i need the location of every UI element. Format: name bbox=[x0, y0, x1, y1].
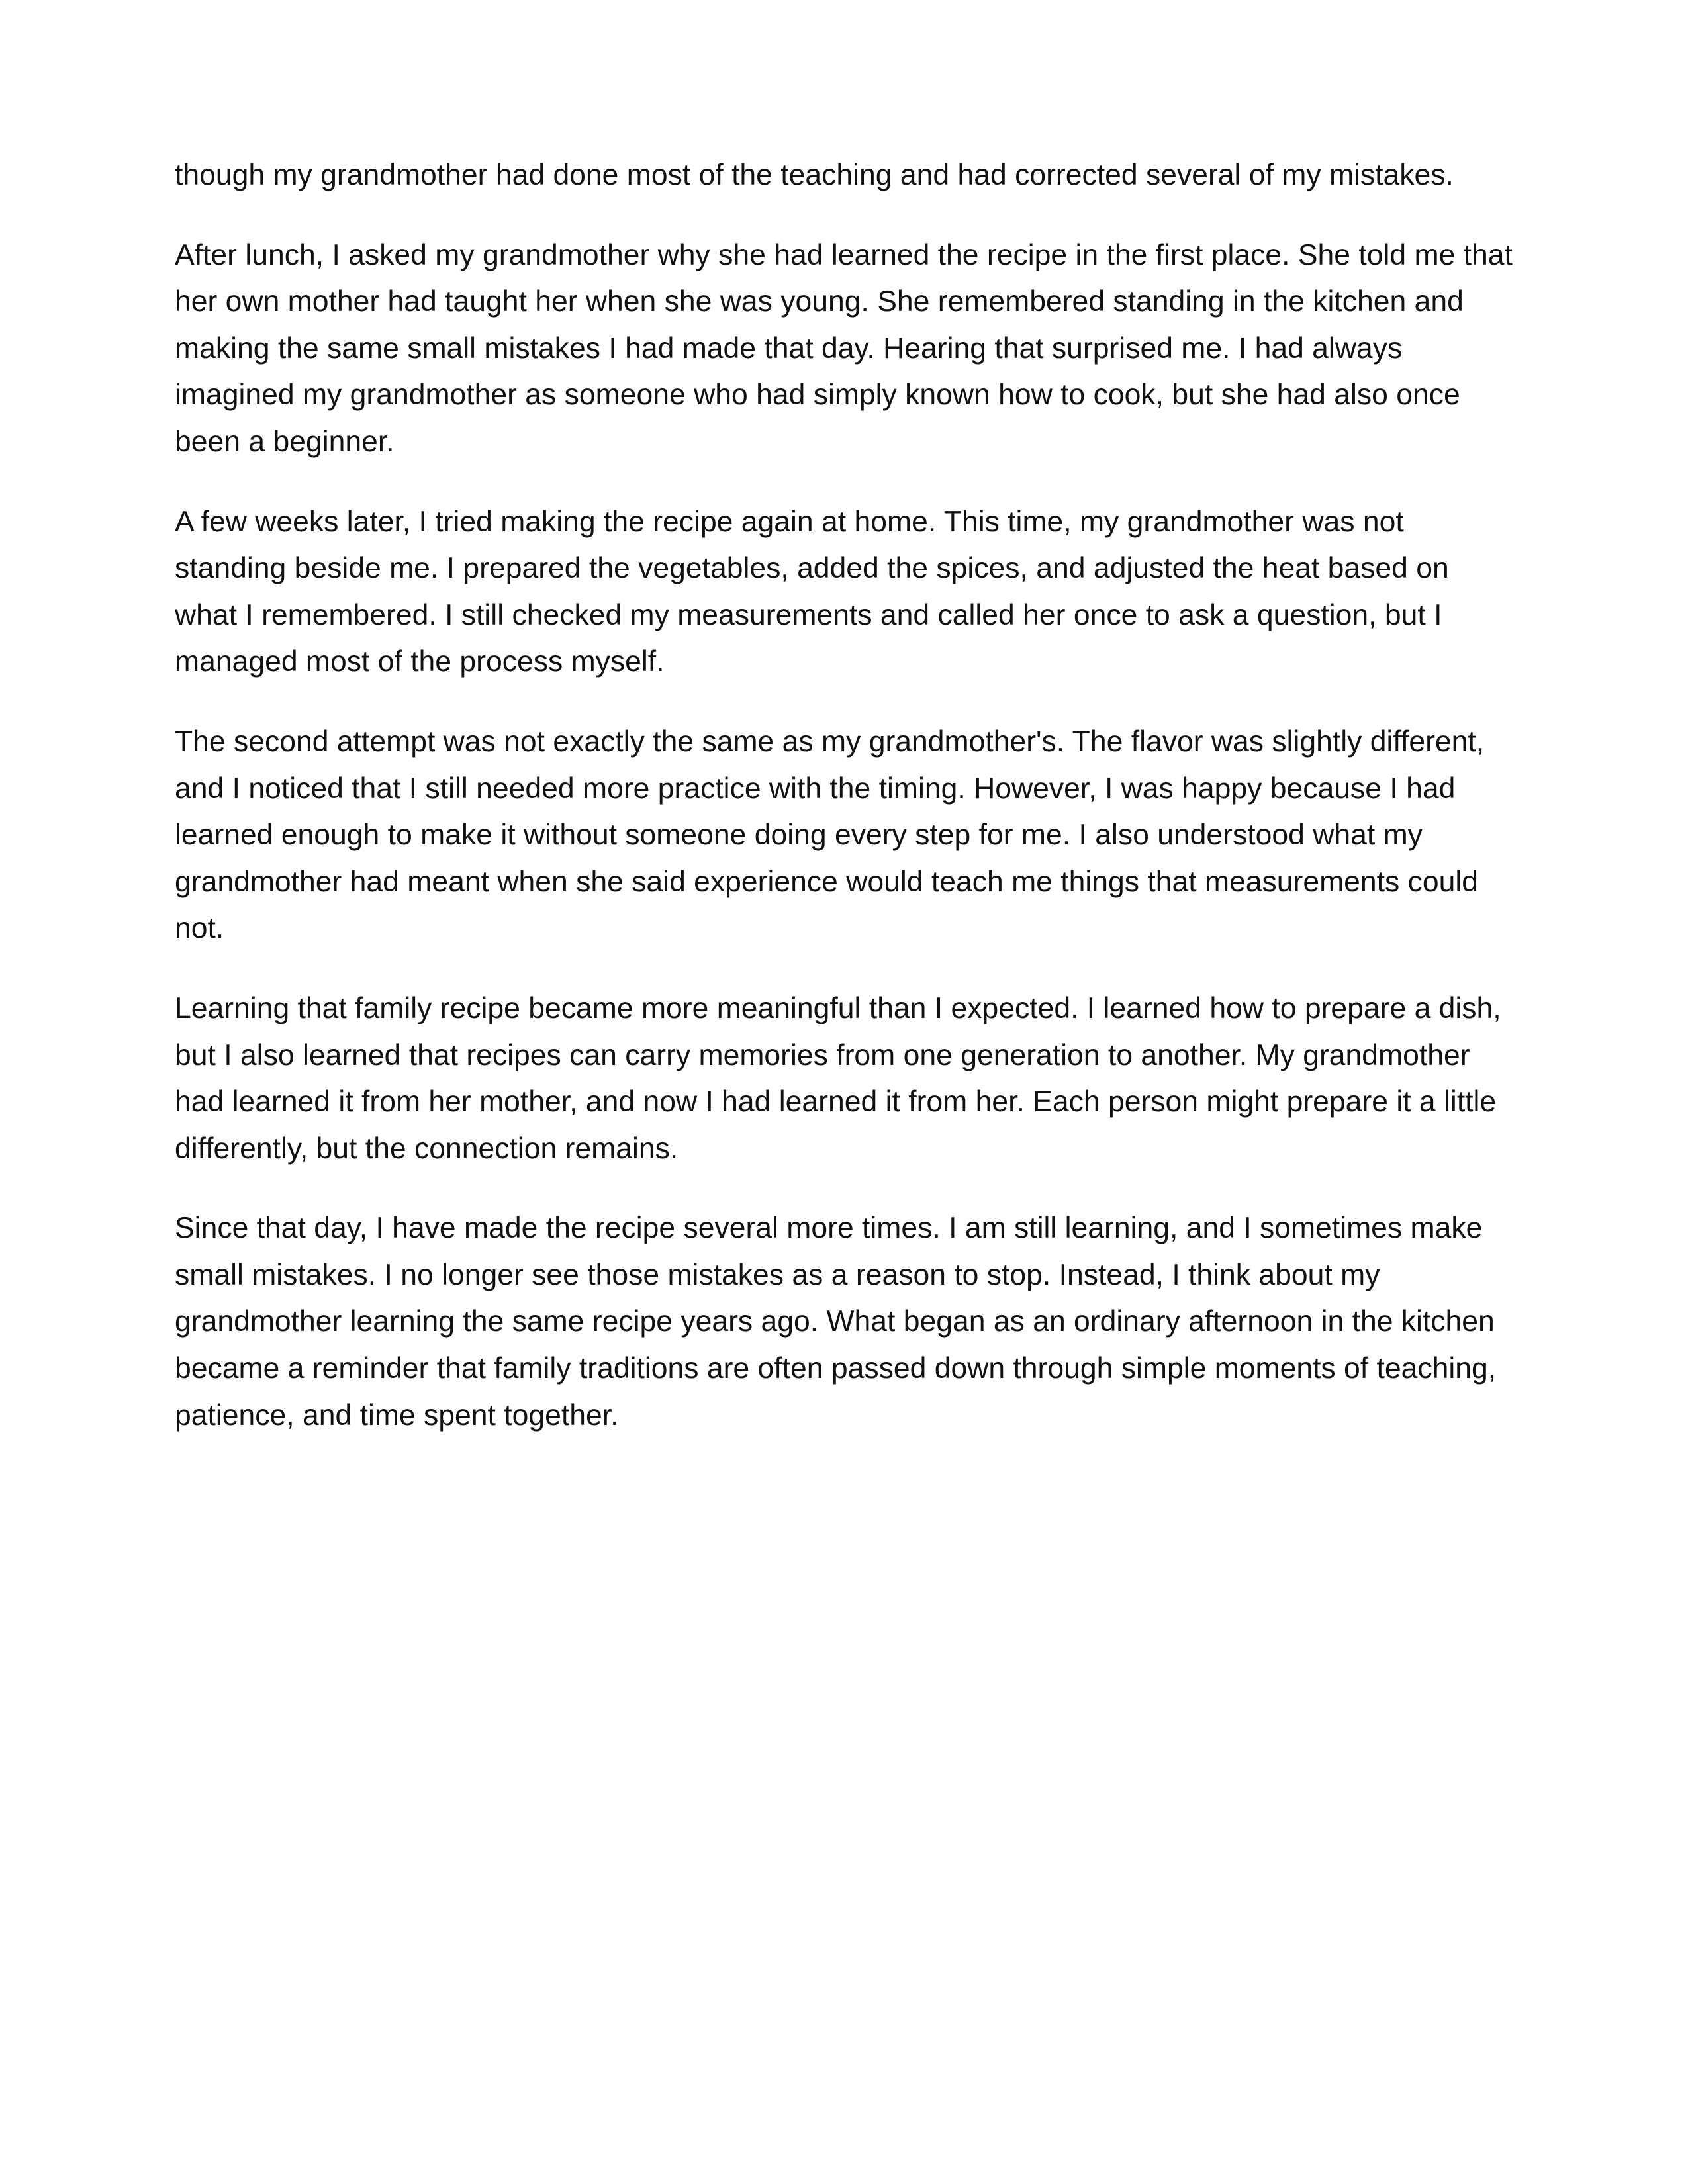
paragraph-1: though my grandmother had done most of the teaching and had corrected several of my mistakes. bbox=[175, 159, 1454, 191]
paragraph-2: After lunch, I asked my grandmother why she had learned the recipe in the first place. She told me that her own mother had taught her when she was young. She remembered standing in the kitchen and making the same small mistakes I had made that day. Hearing that surprised me. I had always imagined my grandmother as someone who had simply known how to cook, but she had also once been a beginner. bbox=[175, 238, 1513, 458]
paragraph-5: Learning that family recipe became more meaningful than I expected. I learned how to prepare a dish, but I also learned that recipes can carry memories from one generation to another. My grandmother had learned it from her mother, and now I had learned it from her. Each person might prepare it a little differently, but the connection remains. bbox=[175, 991, 1501, 1165]
paragraph-3: A few weeks later, I tried making the recipe again at home. This time, my grandmother was not standing beside me. I prepared the vegetables, added the spices, and adjusted the heat based on what I remembered. I still checked my measurements and called her once to ask a question, but I managed most of the process myself. bbox=[175, 505, 1449, 678]
paragraph-4: The second attempt was not exactly the same as my grandmother's. The flavor was slightly different, and I noticed that I still needed more practice with the timing. However, I was happy because I had learned enough to make it without someone doing every step for me. I also understood what my grandmother had meant when she said experience would teach me things that measurements could not. bbox=[175, 725, 1485, 945]
paragraph-6: Since that day, I have made the recipe several more times. I am still learning, and I sometimes make small mistakes. I no longer see those mistakes as a reason to stop. Instead, I think about my grandmother learning the same recipe years ago. What began as an ordinary afternoon in the kitchen became a reminder that family traditions are often passed down through simple moments of teaching, patience, and time spent together. bbox=[175, 1212, 1497, 1432]
document-body bbox=[175, 152, 1519, 1472]
